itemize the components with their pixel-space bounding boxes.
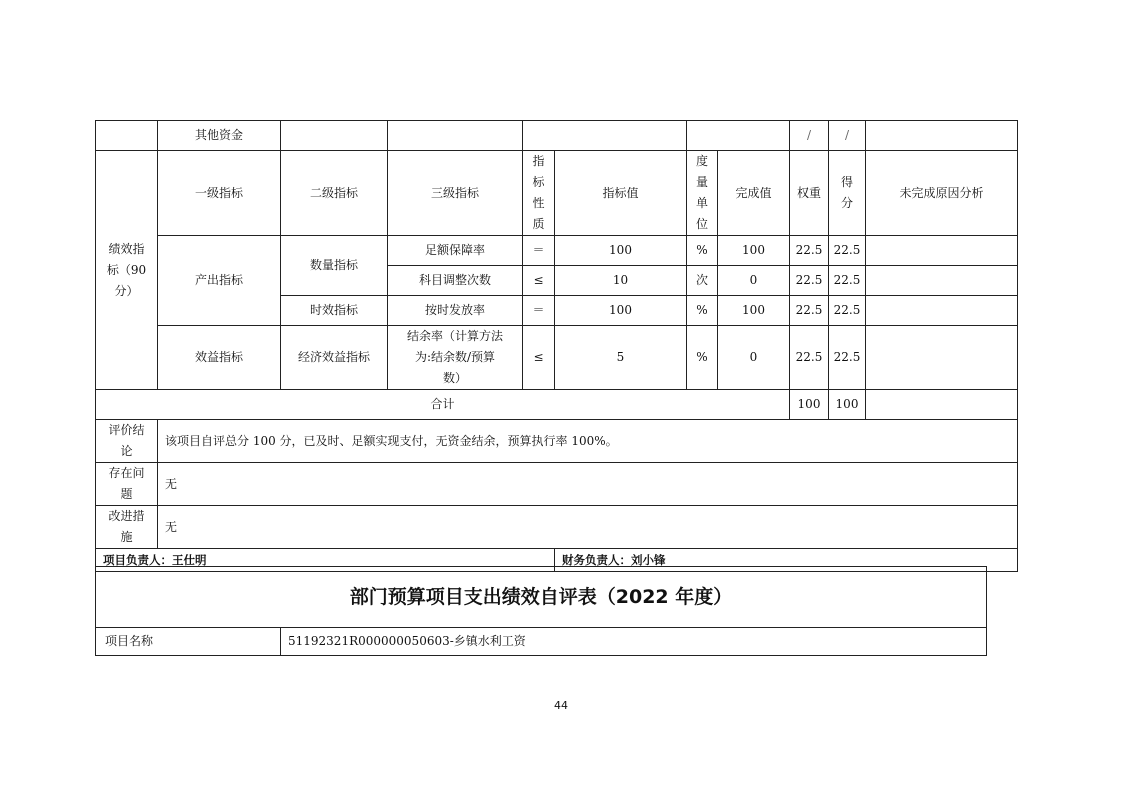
table-cell: [523, 121, 687, 151]
indicator-value: 100: [555, 296, 687, 326]
header-completed: 完成值: [718, 151, 790, 236]
project-name-value: 51192321R000000050603-乡镇水利工资: [281, 628, 987, 656]
indicator-reason: [866, 266, 1018, 296]
indicator-value: 10: [555, 266, 687, 296]
indicator-weight: 22.5: [790, 236, 829, 266]
indicator-unit: 次: [687, 266, 718, 296]
indicator-score: 22.5: [829, 326, 866, 390]
header-level3: 三级指标: [388, 151, 523, 236]
header-unit: 度量单位: [687, 151, 718, 236]
indicator-unit: %: [687, 326, 718, 390]
conclusion-text: 该项目自评总分 100 分，已及时、足额实现支付，无资金结余，预算执行率 100%。: [158, 420, 1018, 463]
issues-text: 无: [158, 463, 1018, 506]
indicator-nature: ≤: [523, 266, 555, 296]
benefit-indicator-label: 效益指标: [158, 326, 281, 390]
output-indicator-label: 产出指标: [158, 236, 281, 326]
header-level1: 一级指标: [158, 151, 281, 236]
title-row: [96, 567, 987, 628]
table-row: [96, 326, 1018, 390]
header-row: [96, 151, 1018, 236]
table-cell: [866, 390, 1018, 420]
indicator-score: 22.5: [829, 296, 866, 326]
self-evaluation-form-header: [95, 566, 987, 656]
indicator-nature: ＝: [523, 296, 555, 326]
indicator-weight: 22.5: [790, 326, 829, 390]
indicator-weight: 22.5: [790, 296, 829, 326]
indicator-reason: [866, 326, 1018, 390]
table-cell: [96, 121, 158, 151]
header-value: 指标值: [555, 151, 687, 236]
header-nature: 指标性质: [523, 151, 555, 236]
other-funds-weight: /: [790, 121, 829, 151]
finance-lead: 财务负责人：刘小锋: [555, 549, 1018, 572]
project-name-label: 项目名称: [96, 628, 281, 656]
indicator-score: 22.5: [829, 266, 866, 296]
indicator-reason: [866, 236, 1018, 266]
table-cell: [866, 121, 1018, 151]
indicator-name: 结余率（计算方法为:结余数/预算数）: [388, 326, 523, 390]
total-score: 100: [829, 390, 866, 420]
form-title: 部门预算项目支出绩效自评表（2022 年度）: [96, 567, 987, 628]
header-level2: 二级指标: [281, 151, 388, 236]
other-funds-label: 其他资金: [158, 121, 281, 151]
measures-label: 改进措施: [96, 506, 158, 549]
table-cell: [388, 121, 523, 151]
issues-row: [96, 463, 1018, 506]
indicator-unit: %: [687, 296, 718, 326]
indicator-nature: ≤: [523, 326, 555, 390]
table-row: [96, 236, 1018, 266]
timeliness-indicator-label: 时效指标: [281, 296, 388, 326]
indicator-reason: [866, 296, 1018, 326]
page-number: 44: [554, 699, 568, 712]
indicator-completed: 100: [718, 296, 790, 326]
header-reason: 未完成原因分析: [866, 151, 1018, 236]
total-row: [96, 390, 1018, 420]
header-weight: 权重: [790, 151, 829, 236]
total-label: 合计: [96, 390, 790, 420]
perf-indicator-label: 绩效指标（90分）: [96, 151, 158, 390]
measures-text: 无: [158, 506, 1018, 549]
indicator-value: 5: [555, 326, 687, 390]
indicator-score: 22.5: [829, 236, 866, 266]
conclusion-row: [96, 420, 1018, 463]
issues-label: 存在问题: [96, 463, 158, 506]
total-weight: 100: [790, 390, 829, 420]
indicator-name: 科目调整次数: [388, 266, 523, 296]
indicator-name: 足额保障率: [388, 236, 523, 266]
header-score: 得分: [829, 151, 866, 236]
quantity-indicator-label: 数量指标: [281, 236, 388, 296]
indicator-unit: %: [687, 236, 718, 266]
economic-indicator-label: 经济效益指标: [281, 326, 388, 390]
table-cell: [281, 121, 388, 151]
indicator-weight: 22.5: [790, 266, 829, 296]
indicator-completed: 0: [718, 266, 790, 296]
table-cell: [687, 121, 790, 151]
other-funds-row: [96, 121, 1018, 151]
measures-row: [96, 506, 1018, 549]
other-funds-score: /: [829, 121, 866, 151]
indicator-value: 100: [555, 236, 687, 266]
performance-evaluation-table: [95, 120, 1018, 572]
indicator-completed: 100: [718, 236, 790, 266]
conclusion-label: 评价结论: [96, 420, 158, 463]
project-name-row: [96, 628, 987, 656]
project-lead: 项目负责人：王仕明: [96, 549, 555, 572]
indicator-nature: ＝: [523, 236, 555, 266]
indicator-name: 按时发放率: [388, 296, 523, 326]
indicator-completed: 0: [718, 326, 790, 390]
